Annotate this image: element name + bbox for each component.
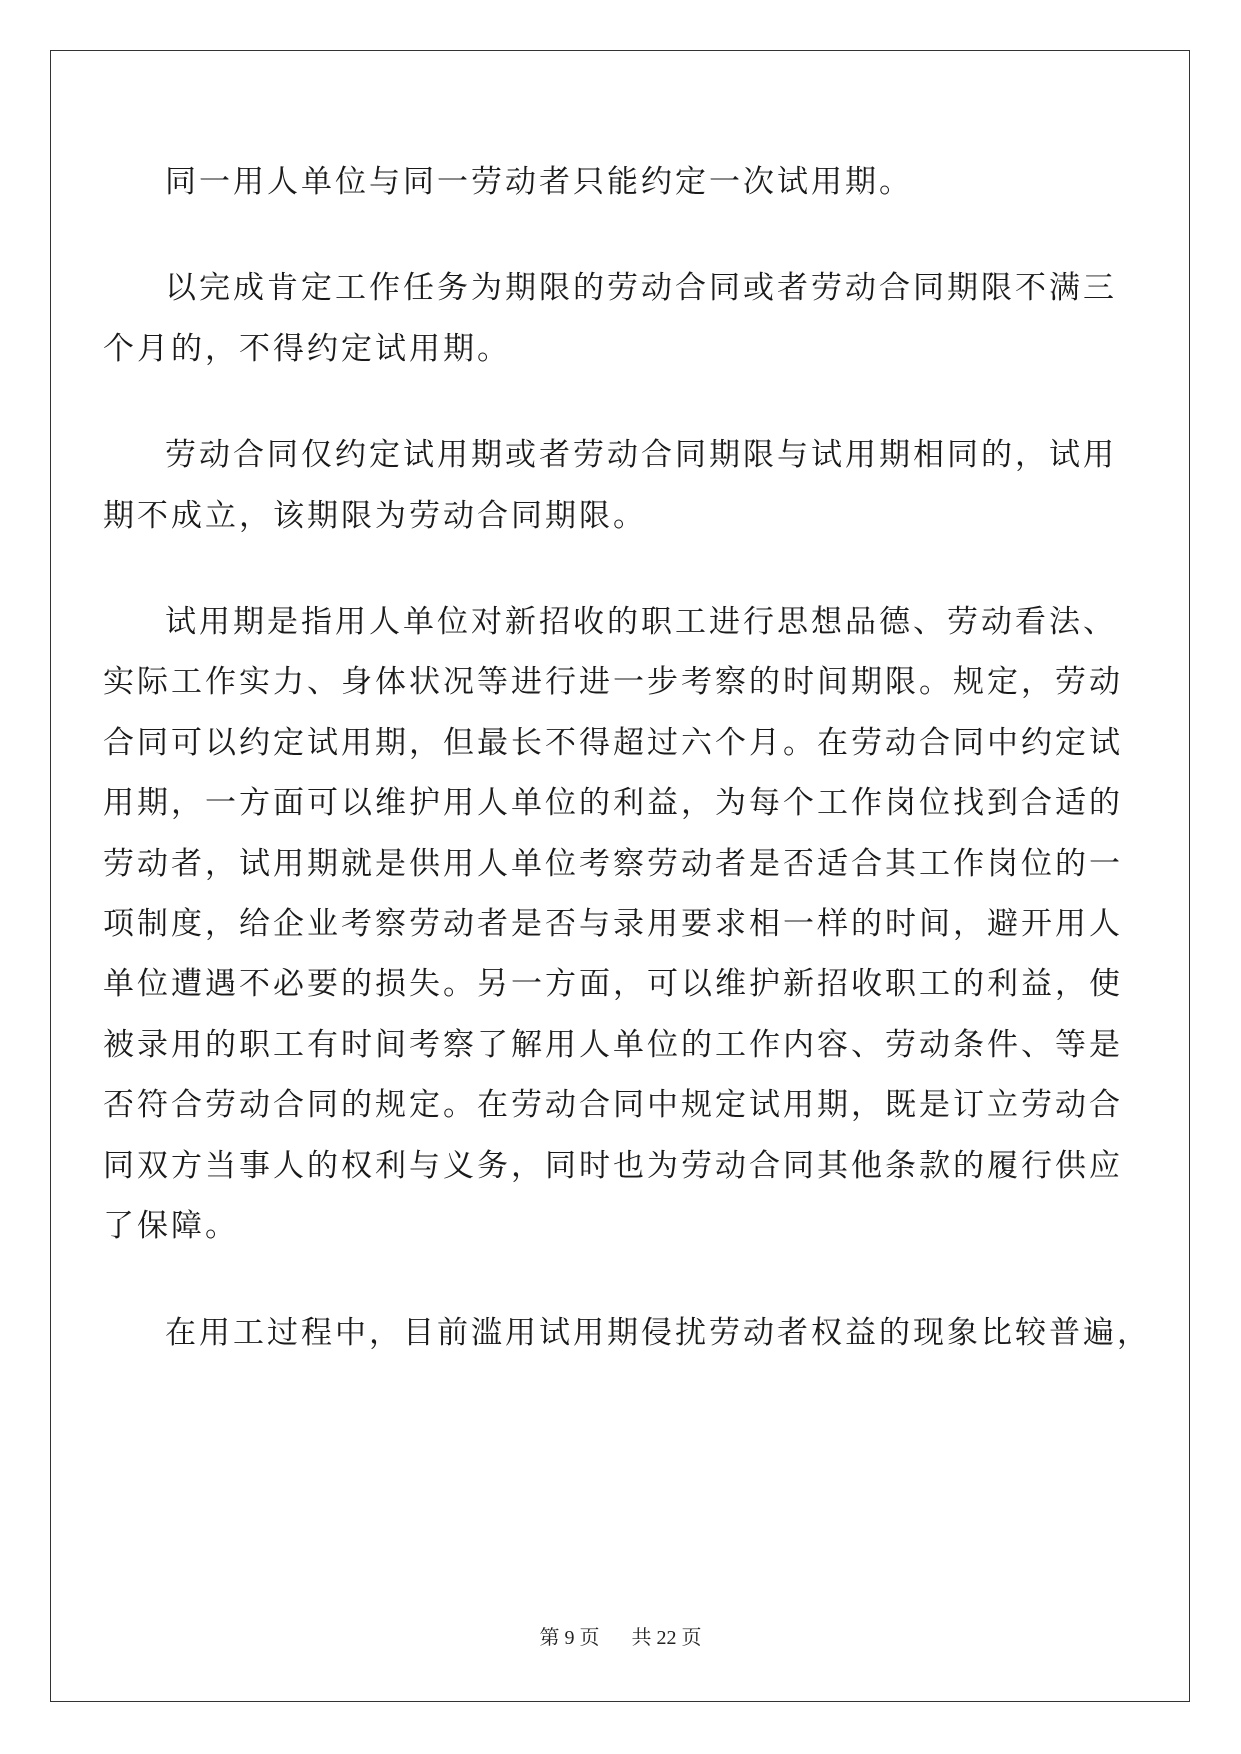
- text-line: 劳动者，试用期就是供用人单位考察劳动者是否适合其工作岗位的一: [103, 845, 1123, 882]
- text-line: 合同可以约定试用期，但最长不得超过六个月。在劳动合同中约定试: [103, 724, 1123, 761]
- text-line: 期不成立，该期限为劳动合同期限。: [103, 497, 647, 534]
- paragraph: [103, 258, 1117, 379]
- text-line: 在用工过程中，目前滥用试用期侵扰劳动者权益的现象比较普遍，: [165, 1314, 1151, 1351]
- text-line: 同一用人单位与同一劳动者只能约定一次试用期。: [165, 164, 913, 200]
- paragraph: [103, 592, 1123, 1256]
- text-line: 以完成肯定工作任务为期限的劳动合同或者劳动合同期限不满三: [165, 270, 1117, 307]
- text-line: 被录用的职工有时间考察了解用人单位的工作内容、劳动条件、等是: [103, 1026, 1123, 1063]
- page-number: 第 9 页: [539, 1627, 600, 1649]
- text-line: 用期，一方面可以维护用人单位的利益，为每个工作岗位找到合适的: [103, 785, 1123, 822]
- text-line: 了保障。: [103, 1208, 239, 1245]
- text-line: 项制度，给企业考察劳动者是否与录用要求相一样的时间，避开用人: [103, 906, 1123, 943]
- text-line: 试用期是指用人单位对新招收的职工进行思想品德、劳动看法、: [165, 604, 1117, 641]
- paragraph: [103, 425, 1117, 546]
- paragraph: [103, 1303, 1151, 1363]
- text-line: 个月的，不得约定试用期。: [103, 330, 511, 367]
- document-body: [103, 152, 1151, 1363]
- text-line: 单位遭遇不必要的损失。另一方面，可以维护新招收职工的利益，使: [103, 966, 1123, 1003]
- paragraph: [103, 152, 1053, 212]
- text-line: 同双方当事人的权利与义务，同时也为劳动合同其他条款的履行供应: [103, 1147, 1123, 1184]
- text-line: 实际工作实力、身体状况等进行进一步考察的时间期限。规定，劳动: [103, 664, 1123, 701]
- text-line: 劳动合同仅约定试用期或者劳动合同期限与试用期相同的，试用: [165, 437, 1117, 474]
- page-footer: [0, 1621, 1241, 1650]
- page-total: 共 22 页: [631, 1627, 702, 1649]
- text-line: 否符合劳动合同的规定。在劳动合同中规定试用期，既是订立劳动合: [103, 1087, 1123, 1124]
